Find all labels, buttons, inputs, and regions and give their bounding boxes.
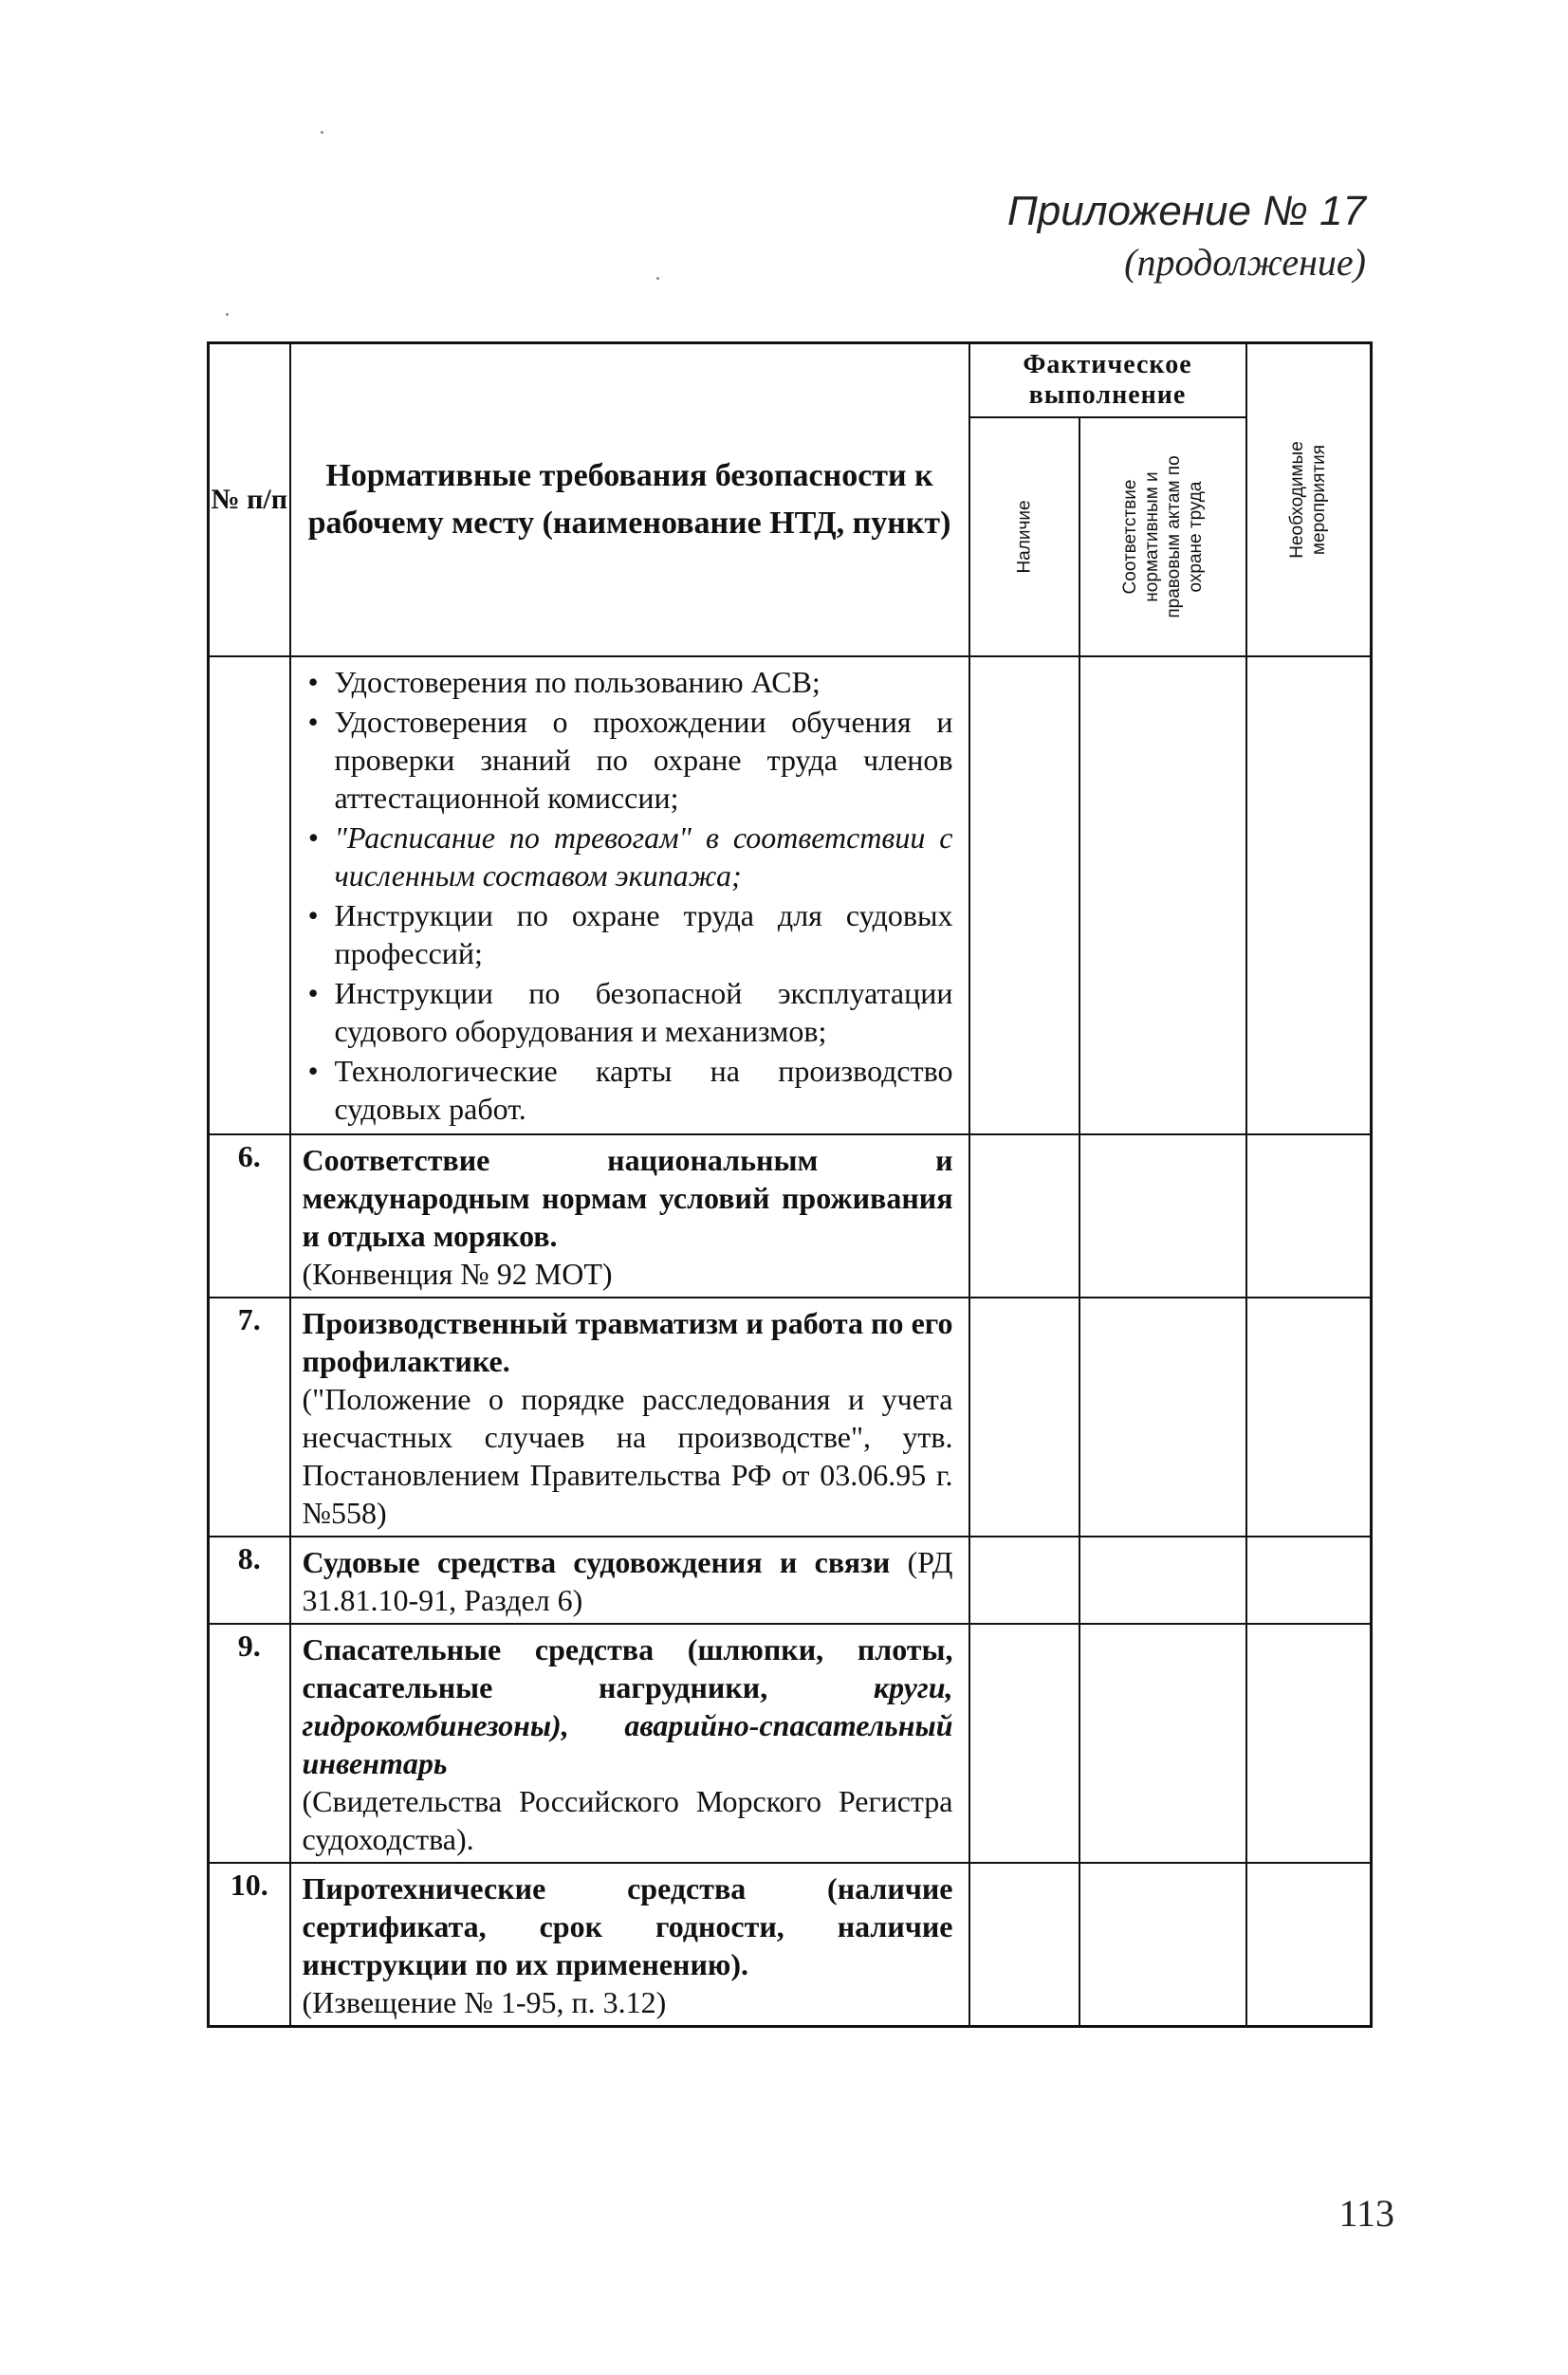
table-row xyxy=(209,1537,1372,1624)
requirement-title-italic: круги, гидрокомбинезоны), аварийно-спасательный инвентарь xyxy=(302,1670,953,1780)
compliance-cell xyxy=(1079,1134,1246,1298)
header-measures: Необходимые мероприятия xyxy=(1287,441,1330,559)
presence-cell xyxy=(969,1537,1079,1624)
row-number xyxy=(209,656,290,1134)
requirement-title: Производственный травматизм и работа по его профилактике. xyxy=(302,1306,953,1378)
document-list xyxy=(303,663,953,1128)
scan-speck xyxy=(321,131,323,134)
header-measures-cell xyxy=(1246,343,1372,657)
measures-cell xyxy=(1246,1134,1372,1298)
requirement-reference: (Конвенция № 92 МОТ) xyxy=(302,1257,613,1291)
measures-cell xyxy=(1246,1537,1372,1624)
requirement-title: Соответствие национальным и международным нормам условий проживания и отдыха моряков. xyxy=(302,1143,953,1253)
row-requirements xyxy=(290,1298,969,1537)
row-requirements xyxy=(290,1863,969,2027)
row-number: 6. xyxy=(209,1134,290,1298)
requirement-reference: (Свидетельства Российского Морского Регистра судоходства). xyxy=(302,1784,953,1856)
header-presence-cell xyxy=(969,417,1079,656)
row-number: 10. xyxy=(209,1863,290,2027)
requirement-title: Пиротехнические средства (наличие сертификата, срок годности, наличие инструкции по их применению). xyxy=(302,1871,953,1981)
header-compliance-cell xyxy=(1079,417,1246,656)
measures-cell xyxy=(1246,1298,1372,1537)
row-requirements xyxy=(290,1624,969,1863)
requirement-reference: (РД 31.81.10-91, Раздел 6) xyxy=(302,1545,953,1617)
list-item: • Инструкции по охране труда для судовых профессий; xyxy=(303,896,953,972)
scan-speck xyxy=(656,277,659,280)
row-number: 8. xyxy=(209,1537,290,1624)
row-number: 7. xyxy=(209,1298,290,1537)
requirement-reference: (Извещение № 1-95, п. 3.12) xyxy=(302,1985,667,2019)
header-presence: Наличие xyxy=(1014,500,1034,574)
list-item: • Технологические карты на производство судовых работ. xyxy=(303,1052,953,1128)
measures-cell xyxy=(1246,656,1372,1134)
requirement-title: Судовые средства судовождения и связи xyxy=(302,1545,891,1579)
compliance-cell xyxy=(1079,1537,1246,1624)
table-header-row xyxy=(209,343,1372,418)
scan-speck xyxy=(226,313,229,316)
header-number: № п/п xyxy=(209,343,290,657)
compliance-cell xyxy=(1079,1624,1246,1863)
row-number: 9. xyxy=(209,1624,290,1863)
compliance-cell xyxy=(1079,1863,1246,2027)
presence-cell xyxy=(969,1134,1079,1298)
presence-cell xyxy=(969,1624,1079,1863)
row-requirements xyxy=(290,1134,969,1298)
presence-cell xyxy=(969,656,1079,1134)
list-item: • "Расписание по тревогам" в соответствии с численным составом экипажа; xyxy=(303,819,953,894)
appendix-subtitle: (продолжение) xyxy=(1124,241,1366,284)
requirement-reference: ("Положение о порядке расследования и учета несчастных случаев на производстве", утв. Постановлением Правительства РФ от 03.06.95 г. №558) xyxy=(302,1382,953,1530)
table-row xyxy=(209,1863,1372,2027)
measures-cell xyxy=(1246,1863,1372,2027)
presence-cell xyxy=(969,1863,1079,2027)
header-requirements: Нормативные требования безопасности к рабочему месту (наименование НТД, пункт) xyxy=(290,343,969,657)
list-item: • Удостоверения по пользованию АСВ; xyxy=(303,663,953,701)
table-row xyxy=(209,1134,1372,1298)
requirements-table xyxy=(207,341,1373,2028)
appendix-heading xyxy=(854,186,1366,288)
header-actual-execution: Фактическое выполнение xyxy=(969,343,1246,418)
table-row xyxy=(209,1624,1372,1863)
page-number: 113 xyxy=(1338,2192,1394,2235)
list-item: • Удостоверения о прохождении обучения и проверки знаний по охране труда членов аттестационной комиссии; xyxy=(303,703,953,817)
requirement-title: Спасательные средства (шлюпки, плоты, спасательные нагрудники, xyxy=(302,1632,953,1704)
compliance-cell xyxy=(1079,1298,1246,1537)
table-row xyxy=(209,1298,1372,1537)
header-compliance: Соответствие нормативным и правовым актам по охране труда xyxy=(1119,455,1206,618)
row-requirements xyxy=(290,1537,969,1624)
compliance-cell xyxy=(1079,656,1246,1134)
list-item: • Инструкции по безопасной эксплуатации судового оборудования и механизмов; xyxy=(303,974,953,1050)
table-row xyxy=(209,656,1372,1134)
row-requirements xyxy=(290,656,969,1134)
appendix-title: Приложение № 17 xyxy=(1006,188,1366,234)
measures-cell xyxy=(1246,1624,1372,1863)
presence-cell xyxy=(969,1298,1079,1537)
